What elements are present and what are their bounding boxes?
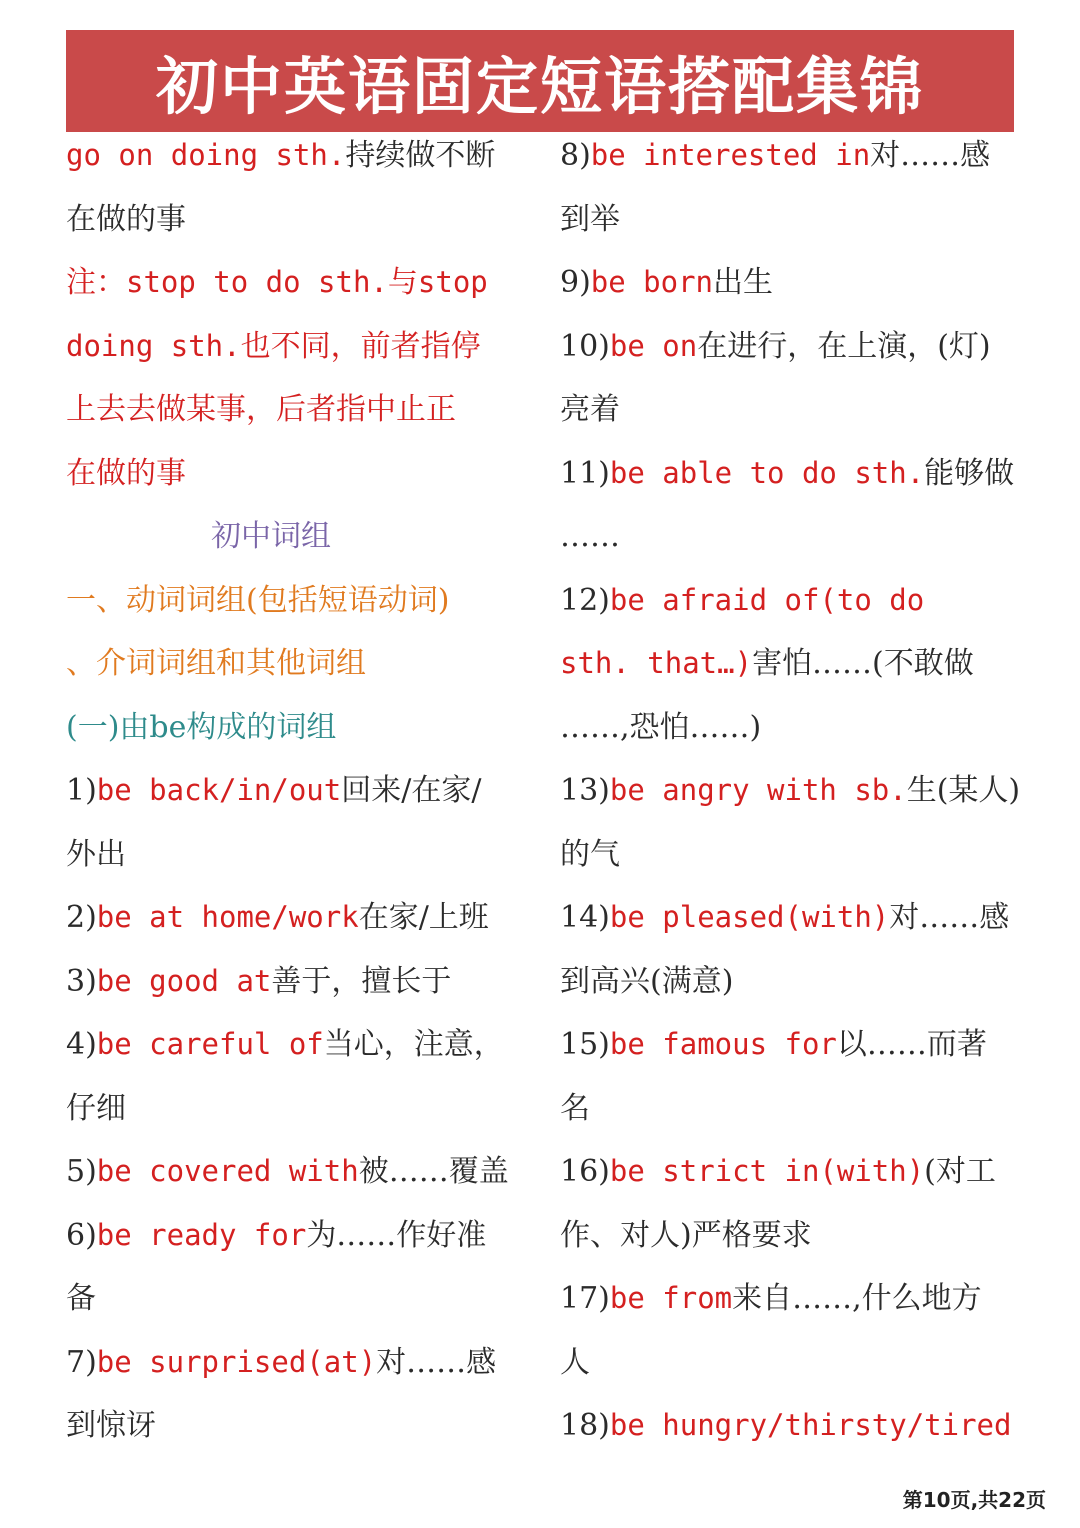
phrase-cont: 到高兴(满意)	[560, 963, 734, 999]
phrase-cn: 生(某人)	[906, 773, 1021, 808]
phrase-en: be on	[609, 328, 698, 363]
item-number: 9)	[560, 265, 591, 300]
phrase-cont: 在做的事	[66, 201, 186, 237]
phrase-en: be interested in	[590, 138, 871, 172]
phrase-en: be good at	[96, 963, 272, 998]
item-number: 13)	[560, 773, 610, 808]
phrase-cont: 到惊讶	[66, 1408, 156, 1443]
phrase-line	[66, 1077, 516, 1141]
phrase-cont: 的气	[560, 836, 620, 872]
right-column	[560, 124, 1020, 1458]
phrase-line	[560, 188, 1020, 252]
phrase-line	[560, 759, 1020, 823]
phrase-cn: 回来/在家/	[341, 773, 482, 808]
phrase-cont: 作、对人)严格要求	[560, 1217, 812, 1253]
phrase-cn: 在家/上班	[358, 900, 489, 935]
phrase-line	[560, 823, 1020, 887]
phrase-cn: 善于，擅长于	[271, 963, 452, 999]
item-number: 18)	[560, 1408, 610, 1443]
phrase-en: be from	[609, 1281, 733, 1315]
phrase-line	[66, 1140, 516, 1204]
sub-heading: (一)由be构成的词组	[66, 709, 337, 745]
phrase-cont: 仔细	[66, 1090, 126, 1126]
phrase-cont: ……,恐怕……)	[560, 709, 762, 745]
phrase-en: be back/in/out	[96, 773, 342, 807]
phrase-cont: 人	[560, 1344, 590, 1380]
item-number: 10)	[560, 328, 610, 364]
note-line	[66, 251, 516, 315]
phrase-cn: 当心，注意，	[323, 1027, 504, 1062]
section-title: 初中词组	[211, 519, 331, 554]
phrase-line	[560, 442, 1020, 506]
phrase-cn: 对……感	[870, 138, 991, 173]
phrase-cn: (对工	[924, 1154, 996, 1189]
item-number: 8)	[560, 138, 591, 173]
phrase-cn: 对……感	[376, 1344, 497, 1380]
phrase-cn: 出生	[713, 265, 774, 300]
phrase-en: be pleased(with)	[609, 900, 890, 934]
phrase-line	[560, 1077, 1020, 1141]
phrase-cn: 来自……,什么地方	[732, 1281, 982, 1316]
phrase-line	[560, 886, 1020, 950]
phrase-en: be ready for	[96, 1217, 307, 1252]
page-title: 初中英语固定短语搭配集锦	[155, 49, 924, 123]
phrase-line	[66, 886, 516, 950]
phrase-line	[560, 1013, 1020, 1077]
left-column	[66, 124, 516, 1458]
phrase-en: be covered with	[96, 1154, 359, 1188]
phrase-line	[560, 950, 1020, 1014]
item-number: 17)	[560, 1281, 610, 1316]
phrase-line	[66, 759, 516, 823]
page-number: 第10页,共22页	[902, 1488, 1046, 1512]
phrase-cont: 外出	[66, 836, 126, 872]
item-number: 5)	[66, 1154, 97, 1189]
phrase-line	[66, 1204, 516, 1268]
item-number: 3)	[66, 963, 97, 999]
phrase-line	[560, 1204, 1020, 1268]
phrase-en: sth. that…)	[560, 646, 753, 680]
item-number: 14)	[560, 900, 610, 935]
note-line: 在做的事	[66, 455, 186, 491]
phrase-cn: 为……作好准	[306, 1217, 487, 1253]
phrase-en: be hungry/thirsty/tired	[609, 1408, 1012, 1442]
phrase-en: be at home/work	[96, 900, 359, 934]
phrase-en: be afraid of(to do	[609, 582, 925, 617]
phrase-line	[560, 1267, 1020, 1331]
phrase-line	[560, 1331, 1020, 1395]
left-phrase-list	[66, 759, 516, 1458]
phrase-line	[560, 569, 1020, 633]
phrase-en: be careful of	[96, 1027, 324, 1061]
phrase-cn: 对……感	[889, 900, 1010, 935]
category-heading: 、介词词组和其他词组	[66, 646, 366, 681]
phrase-en: be strict in(with)	[609, 1154, 925, 1188]
item-number: 16)	[560, 1154, 610, 1189]
phrase-en: be able to do sth.	[609, 455, 925, 490]
note-text: 也不同，前者指停	[240, 328, 481, 364]
phrase-line	[560, 505, 1020, 569]
note-line	[66, 315, 516, 379]
phrase-cn: 以……而著	[836, 1027, 987, 1062]
phrase-line	[66, 124, 516, 188]
item-number: 12)	[560, 582, 610, 618]
note-line: 上去去做某事，后者指中止正	[66, 392, 456, 427]
note-en: stop to do sth.	[126, 265, 388, 299]
phrase-cn: 在进行，在上演，(灯)	[697, 328, 991, 364]
phrase-cn: 持续做不断	[345, 138, 496, 173]
phrase-en: be famous for	[609, 1027, 837, 1061]
phrase-line	[66, 1267, 516, 1331]
phrase-cont: ……	[560, 519, 620, 554]
phrase-cont: 备	[66, 1281, 96, 1316]
phrase-cont: 亮着	[560, 392, 620, 427]
phrase-line	[560, 696, 1020, 760]
note-en: doing sth.	[66, 328, 241, 363]
phrase-line	[66, 950, 516, 1014]
phrase-line	[66, 1331, 516, 1395]
phrase-line	[560, 1140, 1020, 1204]
phrase-line	[560, 378, 1020, 442]
phrase-line	[66, 1394, 516, 1458]
phrase-cont: 名	[560, 1090, 590, 1126]
phrase-line	[560, 1394, 1020, 1458]
phrase-en: go on doing sth.	[66, 138, 346, 172]
item-number: 7)	[66, 1344, 97, 1380]
phrase-line	[560, 251, 1020, 315]
phrase-en: be angry with sb.	[609, 773, 907, 807]
item-number: 2)	[66, 900, 97, 935]
note-en: stop	[417, 265, 488, 299]
page-title-banner	[66, 30, 1014, 132]
item-number: 1)	[66, 773, 97, 808]
phrase-en: be surprised(at)	[96, 1344, 377, 1379]
item-number: 15)	[560, 1027, 610, 1062]
phrase-line	[560, 632, 1020, 696]
item-number: 4)	[66, 1027, 97, 1062]
phrase-en: be born	[590, 265, 714, 299]
right-phrase-list	[560, 124, 1020, 1458]
phrase-cont: 到举	[560, 201, 620, 237]
phrase-cn: 被……覆盖	[358, 1154, 509, 1189]
note-label: 注：	[66, 265, 126, 300]
phrase-line	[560, 315, 1020, 379]
category-heading: 一、动词词组(包括短语动词)	[66, 582, 450, 618]
phrase-line	[66, 823, 516, 887]
note-text: 与	[387, 265, 418, 300]
phrase-cn: 害怕……(不敢做	[752, 646, 974, 681]
phrase-line	[66, 1013, 516, 1077]
item-number: 11)	[560, 455, 610, 491]
item-number: 6)	[66, 1217, 97, 1253]
phrase-line	[560, 124, 1020, 188]
phrase-cn: 能够做	[924, 455, 1015, 491]
